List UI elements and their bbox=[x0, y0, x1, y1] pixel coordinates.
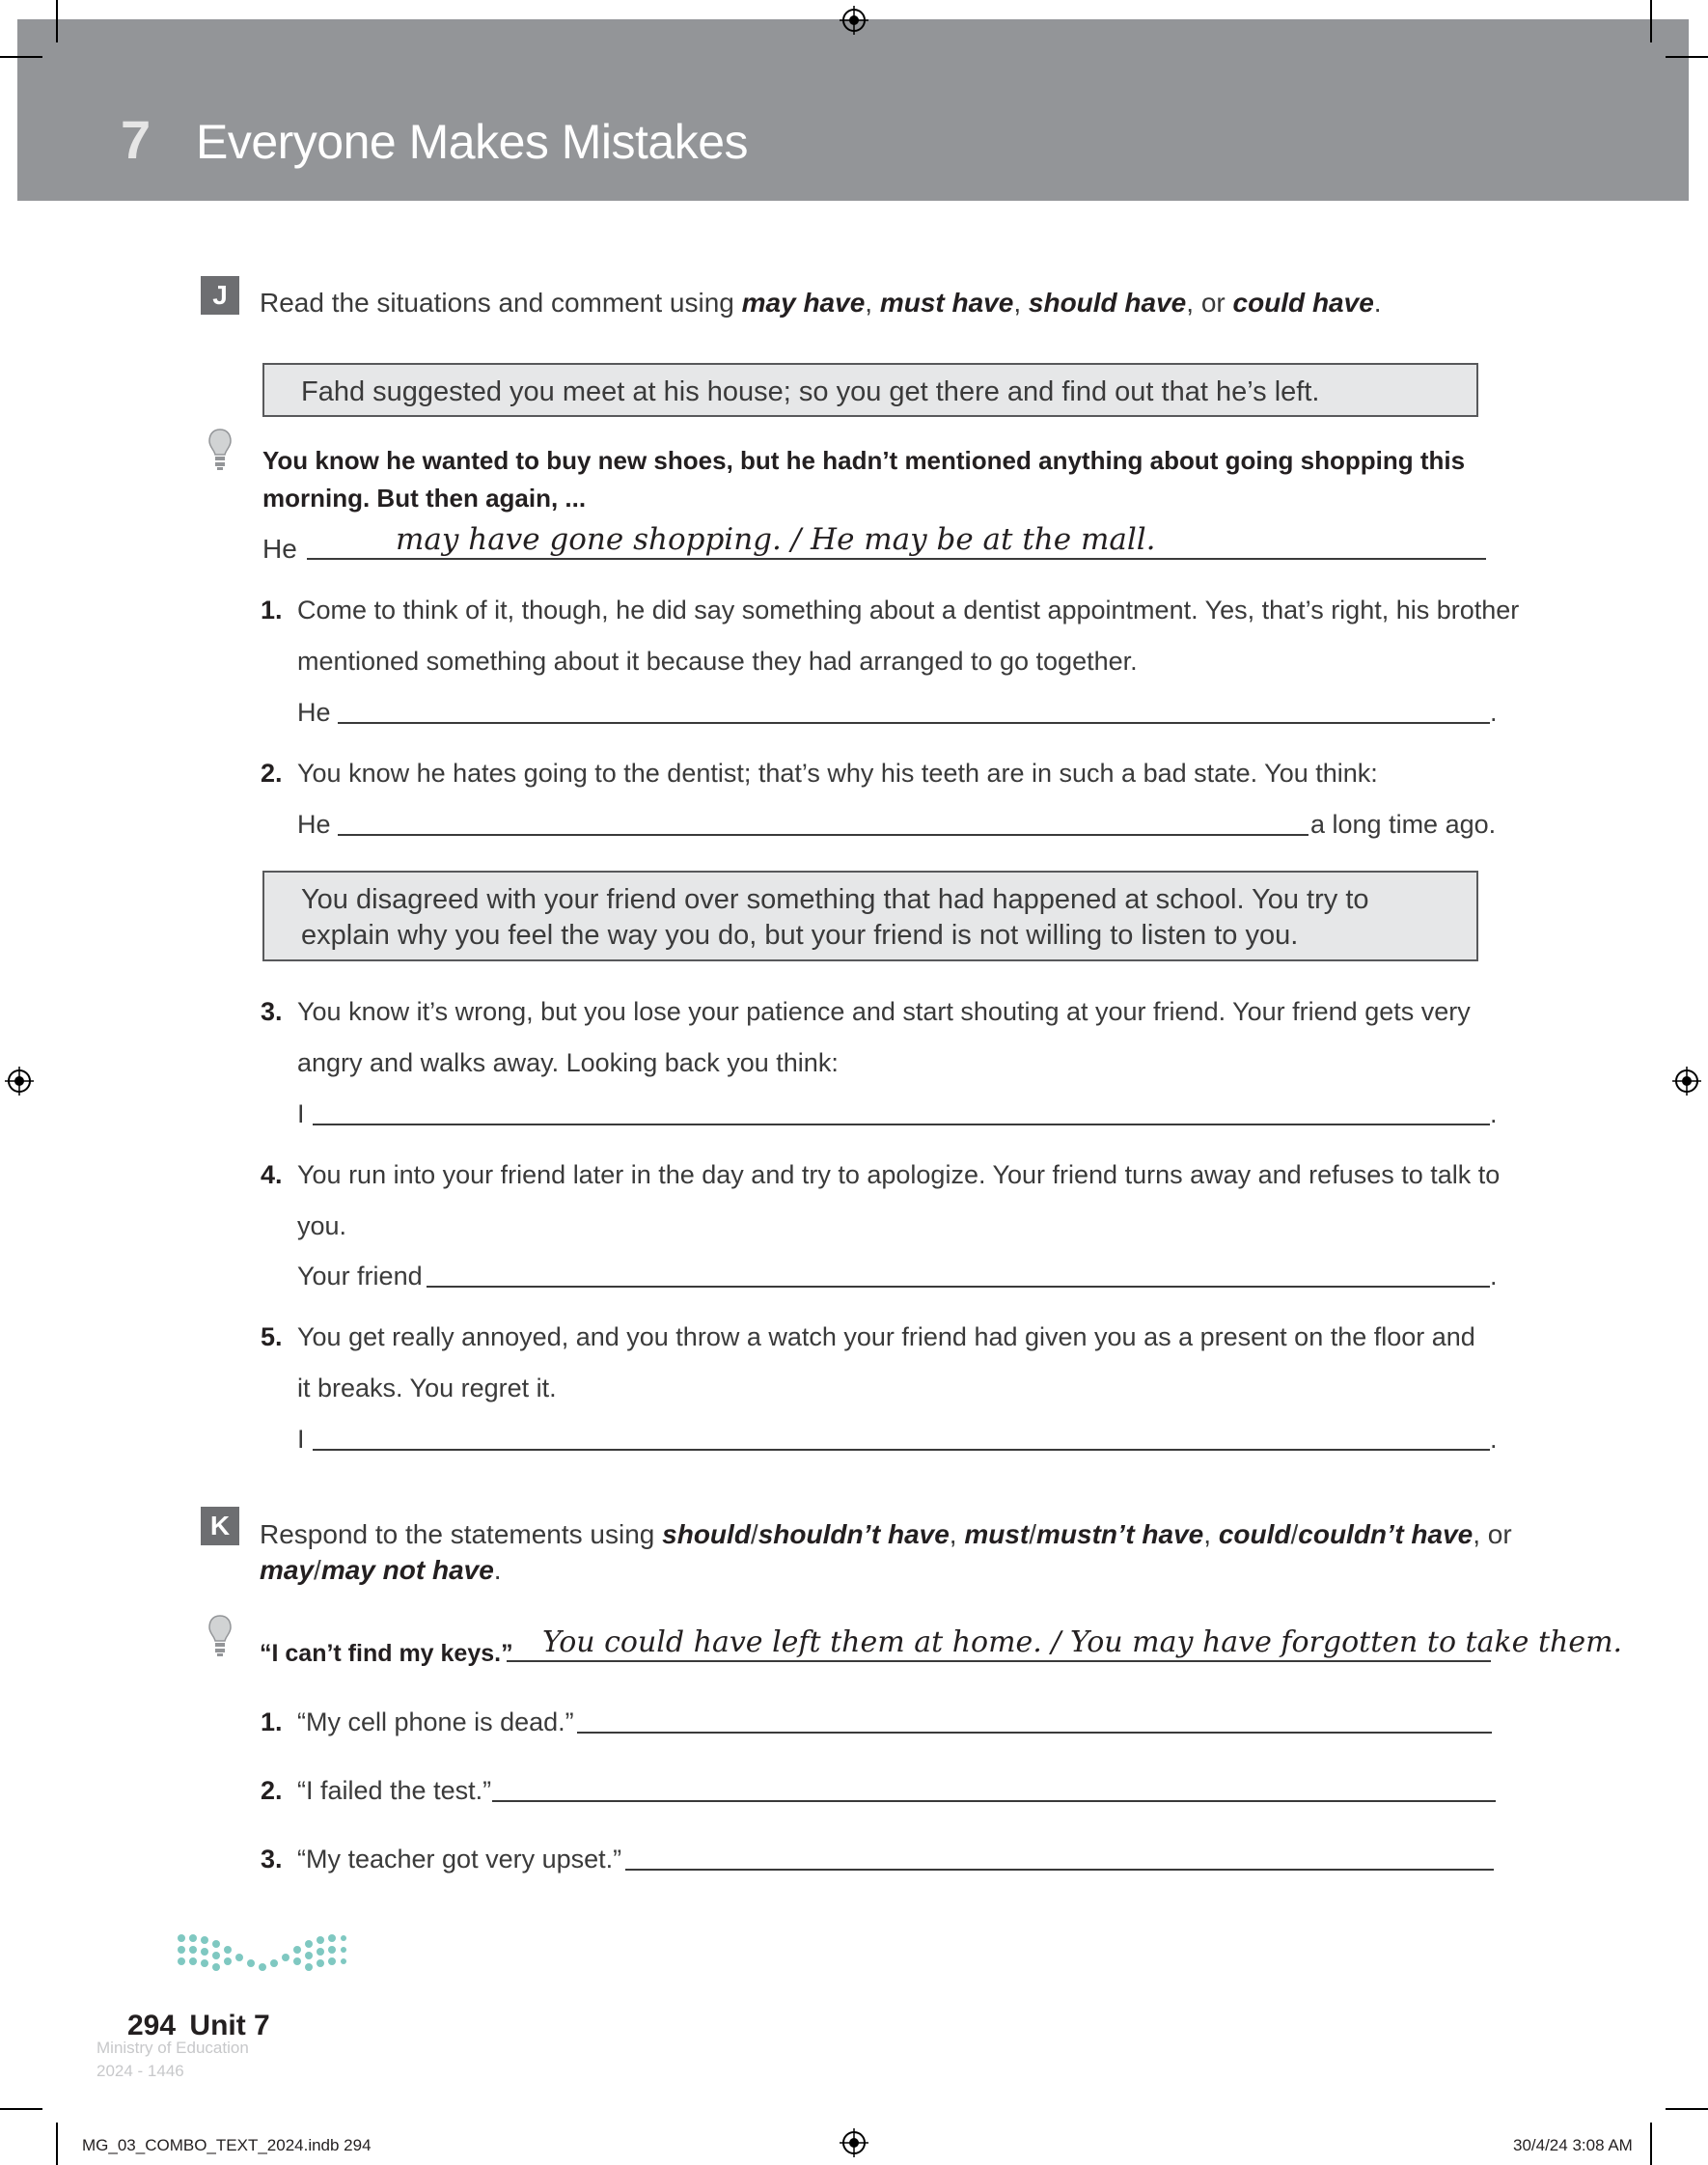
section-j-label: J bbox=[201, 276, 239, 315]
section-k-label: K bbox=[201, 1507, 239, 1545]
item-5-line-2: it breaks. You regret it. bbox=[297, 1374, 557, 1402]
page-footer bbox=[127, 2010, 270, 2042]
unit-header-band bbox=[17, 19, 1689, 201]
answer-line[interactable] bbox=[577, 1732, 1492, 1734]
crop-mark bbox=[0, 2108, 42, 2110]
answer-line bbox=[307, 558, 1486, 560]
item-3-prefix: I bbox=[297, 1099, 305, 1128]
crop-mark bbox=[1650, 0, 1652, 42]
answer-line[interactable] bbox=[625, 1869, 1494, 1871]
item-3-line-1: You know it’s wrong, but you lose your patience and start shouting at your friend. Your friend gets very bbox=[297, 997, 1471, 1026]
item-1-suffix: . bbox=[1490, 698, 1498, 727]
scenario-text: explain why you feel the way you do, but your friend is not willing to listen to you. bbox=[301, 920, 1299, 951]
crop-mark bbox=[1650, 2123, 1652, 2165]
item-2-prefix: He bbox=[297, 810, 331, 839]
lightbulb-icon bbox=[207, 1614, 233, 1658]
item-4-line-2: you. bbox=[297, 1211, 347, 1240]
example-answer: may have gone shopping. / He may be at the mall. bbox=[396, 522, 1156, 557]
scenario-box-2 bbox=[262, 871, 1478, 961]
registration-mark-icon bbox=[5, 1067, 34, 1096]
answer-line[interactable] bbox=[313, 1124, 1490, 1125]
answer-line bbox=[507, 1660, 1491, 1662]
item-5-suffix: . bbox=[1490, 1425, 1498, 1454]
k-item-2-text: “I failed the test.” bbox=[297, 1776, 492, 1805]
section-k-instruction: Respond to the statements using should/shouldn’t have, must/mustn’t have, could/couldn’t have, or bbox=[260, 1519, 1512, 1549]
item-number: 3. bbox=[261, 1845, 283, 1874]
k-example-answer: You could have left them at home. / You may have forgotten to take them. bbox=[542, 1625, 1623, 1659]
year-label: 2024 - 1446 bbox=[96, 2062, 184, 2080]
item-number: 1. bbox=[261, 596, 283, 625]
unit-label: Unit 7 bbox=[189, 2010, 270, 2041]
lightbulb-icon bbox=[207, 428, 233, 472]
registration-mark-icon bbox=[840, 2128, 868, 2157]
item-3-line-2: angry and walks away. Looking back you think: bbox=[297, 1048, 839, 1077]
registration-mark-icon bbox=[840, 6, 868, 35]
crop-mark bbox=[0, 56, 42, 58]
k-item-3-text: “My teacher got very upset.” bbox=[297, 1845, 622, 1874]
crop-mark bbox=[1666, 2108, 1708, 2110]
ministry-logo-icon bbox=[174, 1930, 347, 1990]
section-k-instruction-line-2: may/may not have. bbox=[260, 1555, 502, 1585]
answer-line[interactable] bbox=[338, 722, 1490, 724]
item-5-line-1: You get really annoyed, and you throw a watch your friend had given you as a present on the floor and bbox=[297, 1322, 1475, 1351]
example-context-line-2: morning. But then again, ... bbox=[262, 484, 587, 513]
answer-line[interactable] bbox=[338, 834, 1309, 836]
item-2-suffix: a long time ago. bbox=[1310, 810, 1497, 839]
item-number: 2. bbox=[261, 759, 283, 788]
item-2-line-1: You know he hates going to the dentist; that’s why his teeth are in such a bad state. You think: bbox=[297, 759, 1378, 788]
item-1-line-2: mentioned something about it because they had arranged to go together. bbox=[297, 647, 1138, 676]
answer-line[interactable] bbox=[427, 1286, 1490, 1288]
item-4-suffix: . bbox=[1490, 1262, 1498, 1291]
section-j-instruction: Read the situations and comment using may have, must have, should have, or could have. bbox=[260, 288, 1382, 318]
registration-mark-icon bbox=[1672, 1067, 1701, 1096]
item-number: 5. bbox=[261, 1322, 283, 1351]
example-context-line-1: You know he wanted to buy new shoes, but he hadn’t mentioned anything about going shopping this bbox=[262, 446, 1466, 475]
item-4-line-1: You run into your friend later in the day and try to apologize. Your friend turns away and refuses to talk to bbox=[297, 1160, 1501, 1189]
item-number: 1. bbox=[261, 1707, 283, 1736]
item-4-prefix: Your friend bbox=[297, 1262, 423, 1291]
ministry-label: Ministry of Education bbox=[96, 2039, 249, 2057]
answer-line[interactable] bbox=[492, 1800, 1496, 1802]
item-number: 4. bbox=[261, 1160, 283, 1189]
k-example-prompt: “I can’t find my keys.” bbox=[260, 1640, 513, 1667]
crop-mark bbox=[1666, 56, 1708, 58]
item-number: 2. bbox=[261, 1776, 283, 1805]
crop-mark bbox=[56, 0, 58, 42]
item-3-suffix: . bbox=[1490, 1099, 1498, 1128]
item-1-line-1: Come to think of it, though, he did say something about a dentist appointment. Yes, that’s right, his brother bbox=[297, 596, 1520, 625]
scenario-text: You disagreed with your friend over something that had happened at school. You try to bbox=[301, 884, 1369, 915]
scenario-text: Fahd suggested you meet at his house; so you get there and find out that he’s left. bbox=[301, 376, 1320, 407]
scenario-box-1 bbox=[262, 363, 1478, 417]
answer-line[interactable] bbox=[313, 1449, 1490, 1451]
k-item-1-text: “My cell phone is dead.” bbox=[297, 1707, 574, 1736]
crop-mark bbox=[56, 2123, 58, 2165]
page-number: 294 bbox=[127, 2010, 177, 2041]
unit-title: Everyone Makes Mistakes bbox=[196, 115, 749, 169]
file-name: MG_03_COMBO_TEXT_2024.indb 294 bbox=[82, 2136, 372, 2154]
item-5-prefix: I bbox=[297, 1425, 305, 1454]
item-1-prefix: He bbox=[297, 698, 331, 727]
example-prefix: He bbox=[262, 534, 297, 564]
item-number: 3. bbox=[261, 997, 283, 1026]
timestamp: 30/4/24 3:08 AM bbox=[1513, 2136, 1633, 2154]
unit-number: 7 bbox=[121, 109, 152, 170]
